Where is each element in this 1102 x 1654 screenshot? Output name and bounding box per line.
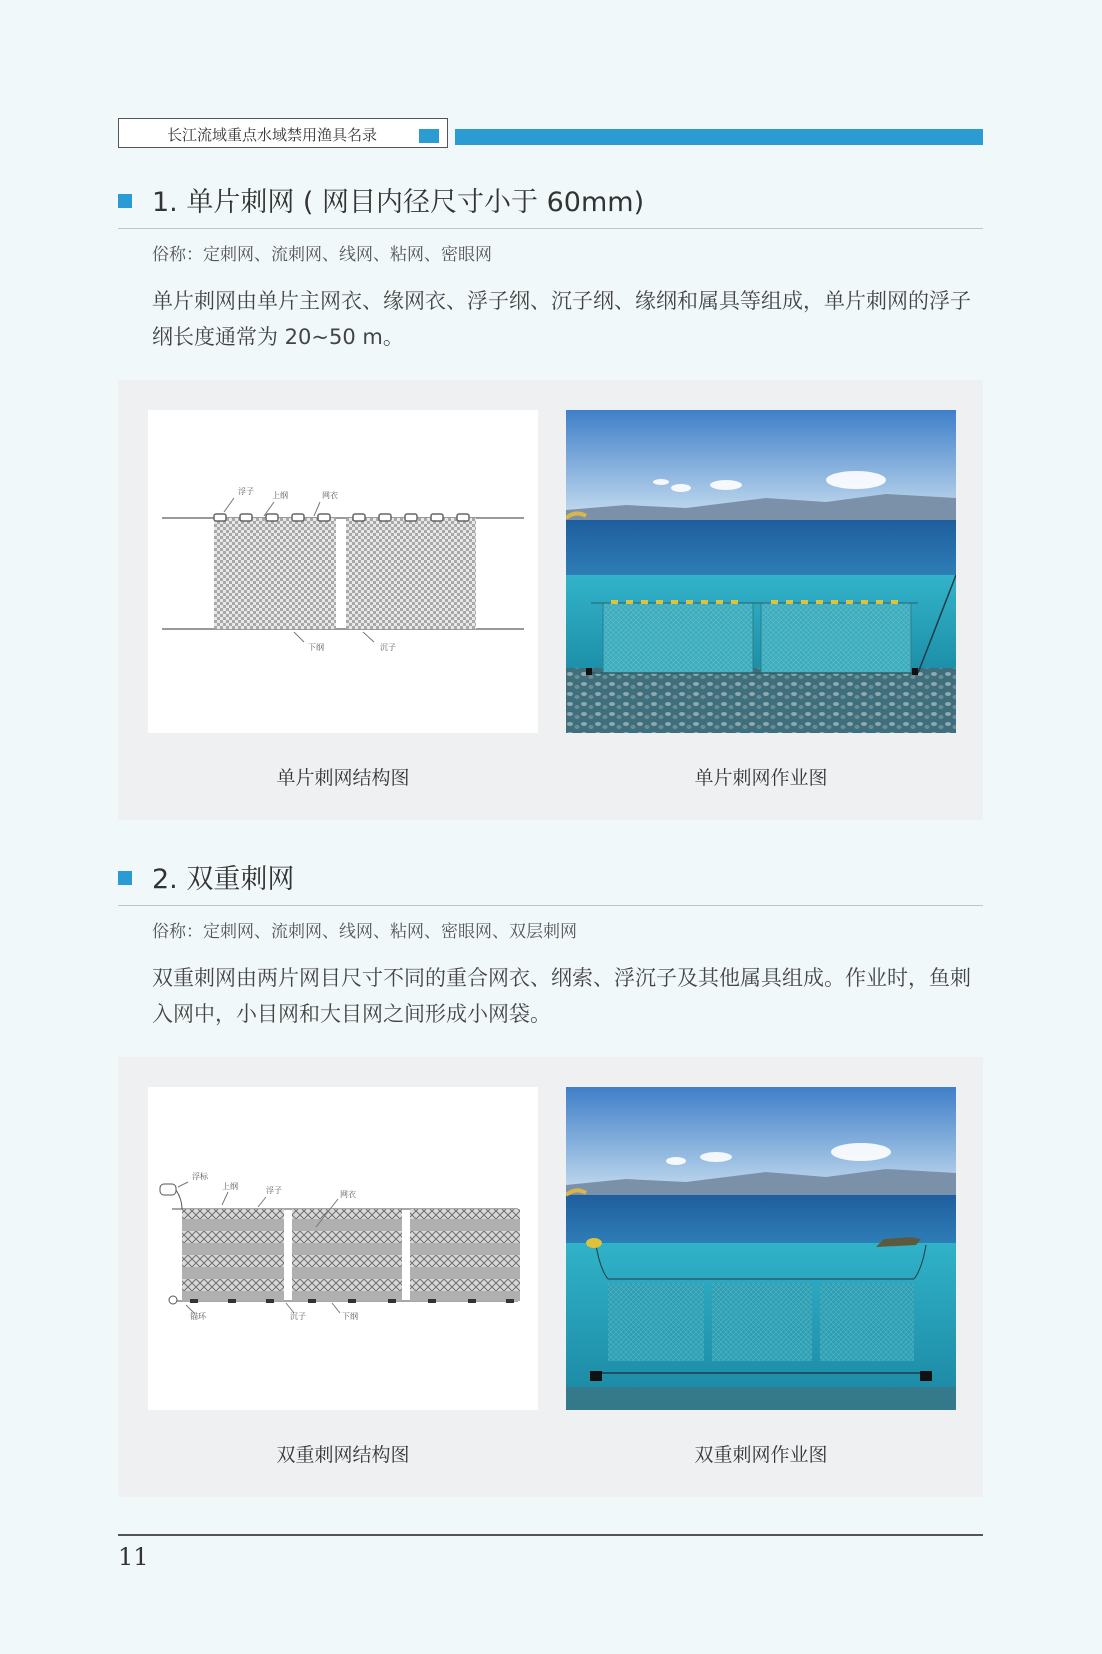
section-2-rule [118, 905, 983, 906]
running-header [118, 118, 448, 148]
label-sinker: 沉子 [380, 643, 396, 652]
footer-rule [118, 1534, 983, 1536]
label-foot-rope: 下纲 [308, 643, 324, 652]
section-1-rule [118, 228, 983, 229]
label-netting: 网衣 [340, 1190, 356, 1199]
label-float: 浮子 [238, 487, 254, 496]
single-gillnet-structure-diagram [148, 410, 538, 733]
header-square [419, 129, 439, 143]
label-head-rope: 上纲 [272, 491, 288, 500]
figure-caption: 双重刺网作业图 [694, 1444, 828, 1466]
label-ring: 锚环 [190, 1312, 206, 1321]
label-head-rope: 上纲 [222, 1182, 238, 1191]
trammel-net-structure-diagram [148, 1087, 538, 1410]
page-number: 11 [118, 1543, 149, 1571]
bullet-square-icon [118, 871, 132, 885]
bullet-square-icon [118, 194, 132, 208]
label-sinker: 沉子 [290, 1312, 306, 1321]
figure-caption: 双重刺网结构图 [276, 1444, 410, 1466]
section-2-description: 双重刺网由两片网目尺寸不同的重合网衣、纲索、浮沉子及其他属具组成。作业时，鱼刺入网中，小目网和大目网之间形成小网袋。 [152, 966, 971, 1026]
section-2-title: 2. 双重刺网 [118, 857, 294, 896]
label-float: 浮子 [266, 1186, 282, 1195]
label-foot-rope: 下纲 [342, 1312, 358, 1321]
figure-caption: 单片刺网作业图 [694, 767, 828, 789]
trammel-net-operation-image [566, 1087, 956, 1410]
label-netting: 网衣 [322, 491, 338, 500]
header-bar [455, 129, 983, 145]
section-1-alias: 俗称：定刺网、流刺网、线网、粘网、密眼网 [152, 245, 492, 265]
book-title: 长江流域重点水域禁用渔具名录 [167, 126, 378, 144]
section-1-title: 1. 单片刺网 ( 网目内径尺寸小于 60mm) [118, 180, 644, 219]
section-1-figure-panel [118, 380, 983, 820]
figure-caption: 单片刺网结构图 [276, 767, 410, 789]
single-gillnet-operation-image [566, 410, 956, 733]
section-2-figure-panel [118, 1057, 983, 1497]
section-2-alias: 俗称：定刺网、流刺网、线网、粘网、密眼网、双层刺网 [152, 922, 577, 942]
section-1-description: 单片刺网由单片主网衣、缘网衣、浮子纲、沉子纲、缘纲和属具等组成，单片刺网的浮子纲长度通常为 20~50 m。 [152, 289, 971, 349]
label-buoy: 浮标 [192, 1172, 208, 1181]
